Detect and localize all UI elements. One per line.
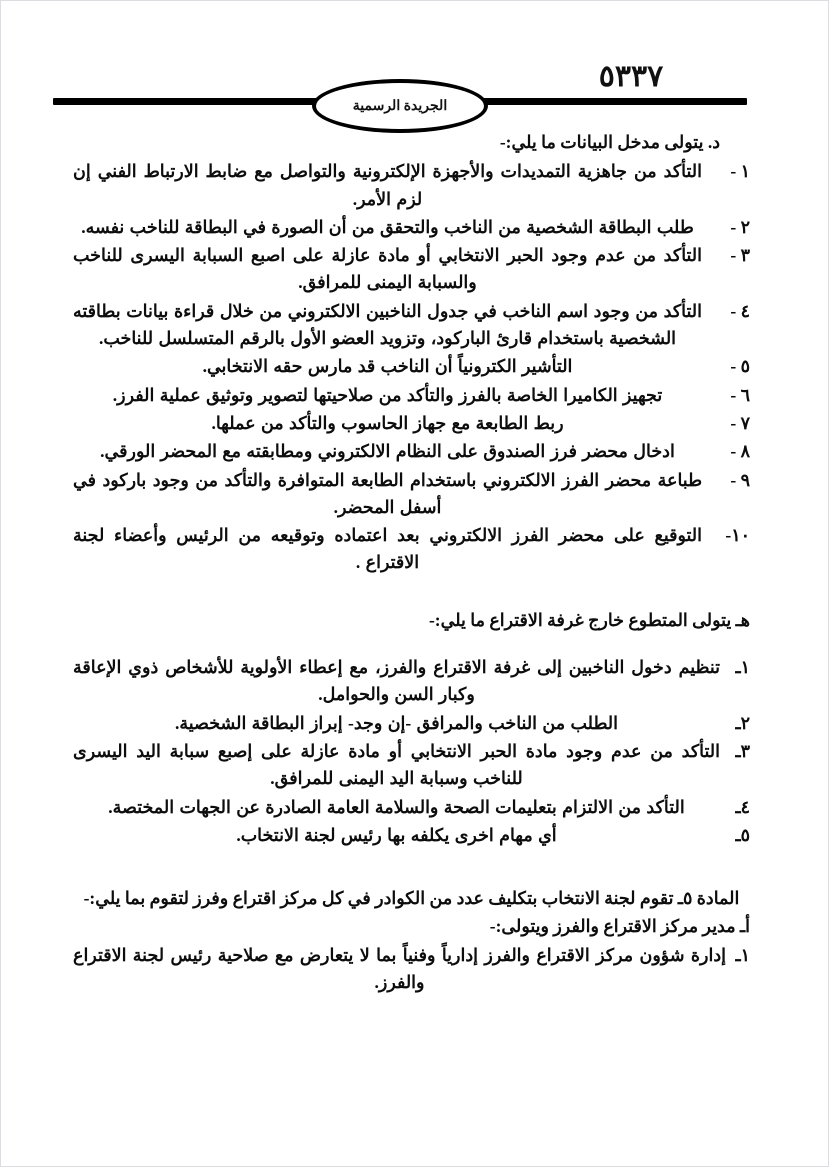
- list-item: [73, 298, 750, 353]
- list-item-number: ٣ـ: [735, 740, 750, 761]
- list-item-text: التأكد من عدم وجود مادة الحبر الانتخابي أو مادة عازلة على إصبع سبابة اليد اليسرى للناخب وسبابة اليد اليمنى للمرافق.: [73, 740, 720, 789]
- list-item-text: تنظيم دخول الناخبين إلى غرفة الاقتراع والفرز، مع إعطاء الأولوية للأشخاص ذوي الإعاقة وكبار السن والحوامل.: [73, 657, 720, 705]
- section-heading-d: د. يتولى مدخل البيانات ما يلي:-: [499, 132, 720, 152]
- list-item-text: ادخال محضر فرز الصندوق على النظام الالكتروني ومطابقته مع المحضر الورقي.: [100, 441, 675, 462]
- list-item-text: التوقيع على محضر الفرز الالكتروني بعد اعتماده وتوقيعه من الرئيس وأعضاء لجنة الاقتراع .: [73, 525, 702, 573]
- list-item: [73, 158, 750, 213]
- article-paragraph: المادة ٥ـ تقوم لجنة الانتخاب بتكليف عدد من الكوادر في كل مركز اقتراع وفرز لتقوم بما يلي:-: [83, 888, 740, 909]
- list-item: [73, 410, 750, 437]
- list-item-text: طباعة محضر الفرز الالكتروني باستخدام الطابعة المتوافرة والتأكد من وجود باركود في أسفل المحضر.: [73, 469, 702, 517]
- article-sub-item-text: إدارة شؤون مركز الاقتراع والفرز إدارياً وفنياً بما لا يتعارض مع صلاحية رئيس لجنة الاقتراع والفرز.: [73, 944, 726, 993]
- list-item: [73, 794, 750, 821]
- list-item-text: التأكد من وجود اسم الناخب في جدول الناخبين الالكتروني من خلال قراءة بيانات بطاقته الشخصية باستخدام قارئ الباركود، وتزويد العضو الأول بالرقم المتسلسل للناخب.: [73, 300, 702, 349]
- list-item-number: ٥ـ: [735, 824, 750, 845]
- list-item-number: ٨ -: [730, 441, 750, 462]
- section-h-list: [73, 654, 750, 849]
- list-item: [73, 438, 750, 465]
- list-item: [73, 710, 750, 737]
- list-item-text: الطلب من الناخب والمرافق -إن وجد- إبراز البطاقة الشخصية.: [174, 712, 619, 733]
- list-item-text: أي مهام اخرى يكلفه بها رئيس لجنة الانتخاب.: [236, 824, 557, 845]
- list-item-text: التأكد من الالتزام بتعليمات الصحة والسلامة العامة الصادرة عن الجهات المختصة.: [108, 796, 685, 817]
- list-item: [73, 382, 750, 409]
- list-item-number: ٧ -: [730, 412, 750, 433]
- list-item-number: ٤ -: [730, 300, 750, 321]
- section-d-list: [73, 158, 750, 576]
- list-item-text: التأشير الكترونياً أن الناخب قد مارس حقه الانتخابي.: [202, 356, 573, 377]
- list-item: [73, 822, 750, 849]
- article-sub-heading: أـ مدير مركز الاقتراع والفرز ويتولى:-: [489, 916, 750, 937]
- list-item-text: التأكد من جاهزية التمديدات والأجهزة الإلكترونية والتواصل مع ضابط الارتباط الفني إن لزم الأمر.: [73, 161, 702, 209]
- list-item: [73, 242, 750, 297]
- list-item: [73, 353, 750, 380]
- list-item-number: ٢ -: [730, 216, 750, 237]
- header-rule: [53, 98, 747, 114]
- list-item-number: ٥ -: [730, 356, 750, 377]
- list-item: [73, 214, 750, 241]
- gazette-label: الجريدة الرسمية: [352, 98, 448, 114]
- list-item-text: ربط الطابعة مع جهاز الحاسوب والتأكد من عملها.: [211, 412, 564, 433]
- list-item-number: ٣ -: [730, 245, 750, 266]
- list-item-text: طلب البطاقة الشخصية من الناخب والتحقق من أن الصورة في البطاقة للناخب نفسه.: [81, 216, 694, 237]
- list-item-number: ٩ -: [730, 469, 750, 490]
- list-item-number: ١٠-: [725, 525, 750, 546]
- list-item-number: ٦ -: [730, 384, 750, 405]
- section-heading-h: هـ يتولى المتطوع خارج غرفة الاقتراع ما يلي:-: [428, 609, 750, 630]
- article-sub-item: [73, 942, 750, 997]
- list-item: [73, 467, 750, 522]
- gazette-oval-badge: [312, 79, 488, 133]
- list-item: [73, 738, 750, 793]
- list-item-number: ٤ـ: [735, 796, 750, 817]
- list-item-text: التأكد من عدم وجود الحبر الانتخابي أو مادة عازلة على اصبع السبابة اليسرى للناخب والسبابة اليمنى للمرافق.: [73, 245, 702, 293]
- page-number: ٥٣٣٧: [598, 60, 664, 93]
- list-item-number: ١ -: [730, 161, 750, 182]
- document-content: [1, 129, 828, 996]
- list-item-number: ٢ـ: [735, 712, 750, 733]
- list-item-number: ١ـ: [735, 657, 750, 678]
- page-header: [1, 1, 828, 123]
- list-item: [73, 522, 750, 577]
- article-sub-item-number: ١ـ: [735, 944, 750, 965]
- list-item-text: تجهيز الكاميرا الخاصة بالفرز والتأكد من صلاحيتها لتصوير وتوثيق عملية الفرز.: [112, 384, 663, 405]
- list-item: [73, 654, 750, 709]
